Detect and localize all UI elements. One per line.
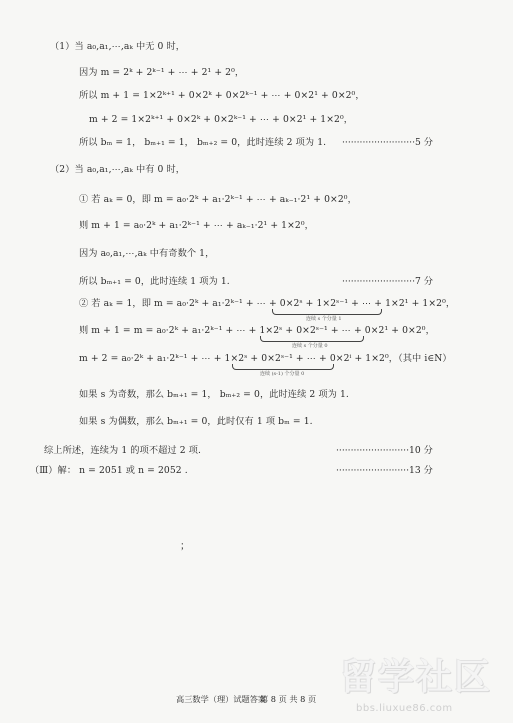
case-2a-condition: ① 若 aₖ = 0，即 m = a₀·2ᵏ + a₁·2ᵏ⁻¹ + ⋯ + aₖ₋₁·2¹ + 0×2⁰， (79, 194, 357, 205)
underbrace-note-2: 连续 s 个分量 0 (292, 343, 328, 349)
score-7: ·························7 分 (342, 276, 433, 287)
score-13: ·························13 分 (336, 465, 433, 476)
score-10: ·························10 分 (336, 445, 433, 456)
summary-line: 综上所述，连续为 1 的项不超过 2 项. (44, 445, 202, 456)
underbrace-2 (260, 336, 364, 342)
case-1-m-expansion: 因为 m = 2ᵏ + 2ᵏ⁻¹ + ⋯ + 2¹ + 2⁰， (79, 67, 245, 78)
case-1-m-plus-2: m + 2 = 1×2ᵏ⁺¹ + 0×2ᵏ + 0×2ᵏ⁻¹ + ⋯ + 0×2¹ + 1×2⁰， (89, 114, 354, 125)
case-1-m-plus-1: 所以 m + 1 = 1×2ᵏ⁺¹ + 0×2ᵏ + 0×2ᵏ⁻¹ + ⋯ + 0×2¹ + 0×2⁰， (79, 90, 365, 101)
watermark-text: 留学社区 (340, 657, 493, 698)
footer-subject: 高三数学（理）试题答案 (176, 694, 267, 704)
watermark-url: bbs.liuxue86.com (356, 703, 453, 714)
case-2b-odd-s: 如果 s 为奇数，那么 bₘ₊₁ = 1， bₘ₊₂ = 0，此时连续 2 项为 1. (79, 389, 349, 400)
underbrace-3 (232, 364, 334, 370)
underbrace-note-3: 连续 (s-1) 个分量 0 (260, 371, 305, 377)
underbrace-1 (272, 309, 382, 315)
footer-page-number: 第 8 页 共 8 页 (260, 694, 317, 704)
case-2b-m-plus-2: m + 2 = a₀·2ᵏ + a₁·2ᵏ⁻¹ + ⋯ + 1×2ˢ + 0×2ˢ⁻¹ + ⋯ + 0×2ⁱ + 1×2⁰，（其中 i∈N） (79, 353, 452, 364)
case-2b-condition: ② 若 aₖ = 1，即 m = a₀·2ᵏ + a₁·2ᵏ⁻¹ + ⋯ + 0×2ˢ + 1×2ˢ⁻¹ + ⋯ + 1×2¹ + 1×2⁰， (79, 298, 456, 309)
case-2-heading: （2）当 a₀,a₁,⋯,aₖ 中有 0 时， (50, 164, 186, 175)
case-2a-m-plus-1: 则 m + 1 = a₀·2ᵏ + a₁·2ᵏ⁻¹ + ⋯ + aₖ₋₁·2¹ + 1×2⁰， (79, 220, 314, 231)
stray-mark: ； (180, 541, 190, 552)
case-2b-even-s: 如果 s 为偶数，那么 bₘ₊₁ = 0，此时仅有 1 项 bₘ = 1. (79, 416, 313, 427)
case-2b-m-plus-1: 则 m + 1 = m = a₀·2ᵏ + a₁·2ᵏ⁻¹ + ⋯ + 1×2ˢ + 0×2ˢ⁻¹ + ⋯ + 0×2¹ + 0×2⁰， (79, 325, 435, 336)
underbrace-note-1: 连续 s 个分量 1 (306, 316, 342, 322)
case-2a-conclusion: 所以 bₘ₊₁ = 0，此时连续 1 项为 1. (79, 276, 230, 287)
score-5: ·························5 分 (342, 137, 433, 148)
case-2a-odd-ones: 因为 a₀,a₁,⋯,aₖ 中有奇数个 1， (79, 248, 215, 259)
case-1-heading: （1）当 a₀,a₁,⋯,aₖ 中无 0 时， (50, 41, 186, 52)
watermark-logo (340, 655, 505, 717)
case-1-conclusion: 所以 bₘ = 1， bₘ₊₁ = 1， bₘ₊₂ = 0，此时连续 2 项为 1. (79, 137, 327, 148)
part-3-answer: （Ⅲ）解： n = 2051 或 n = 2052 . (30, 465, 188, 476)
